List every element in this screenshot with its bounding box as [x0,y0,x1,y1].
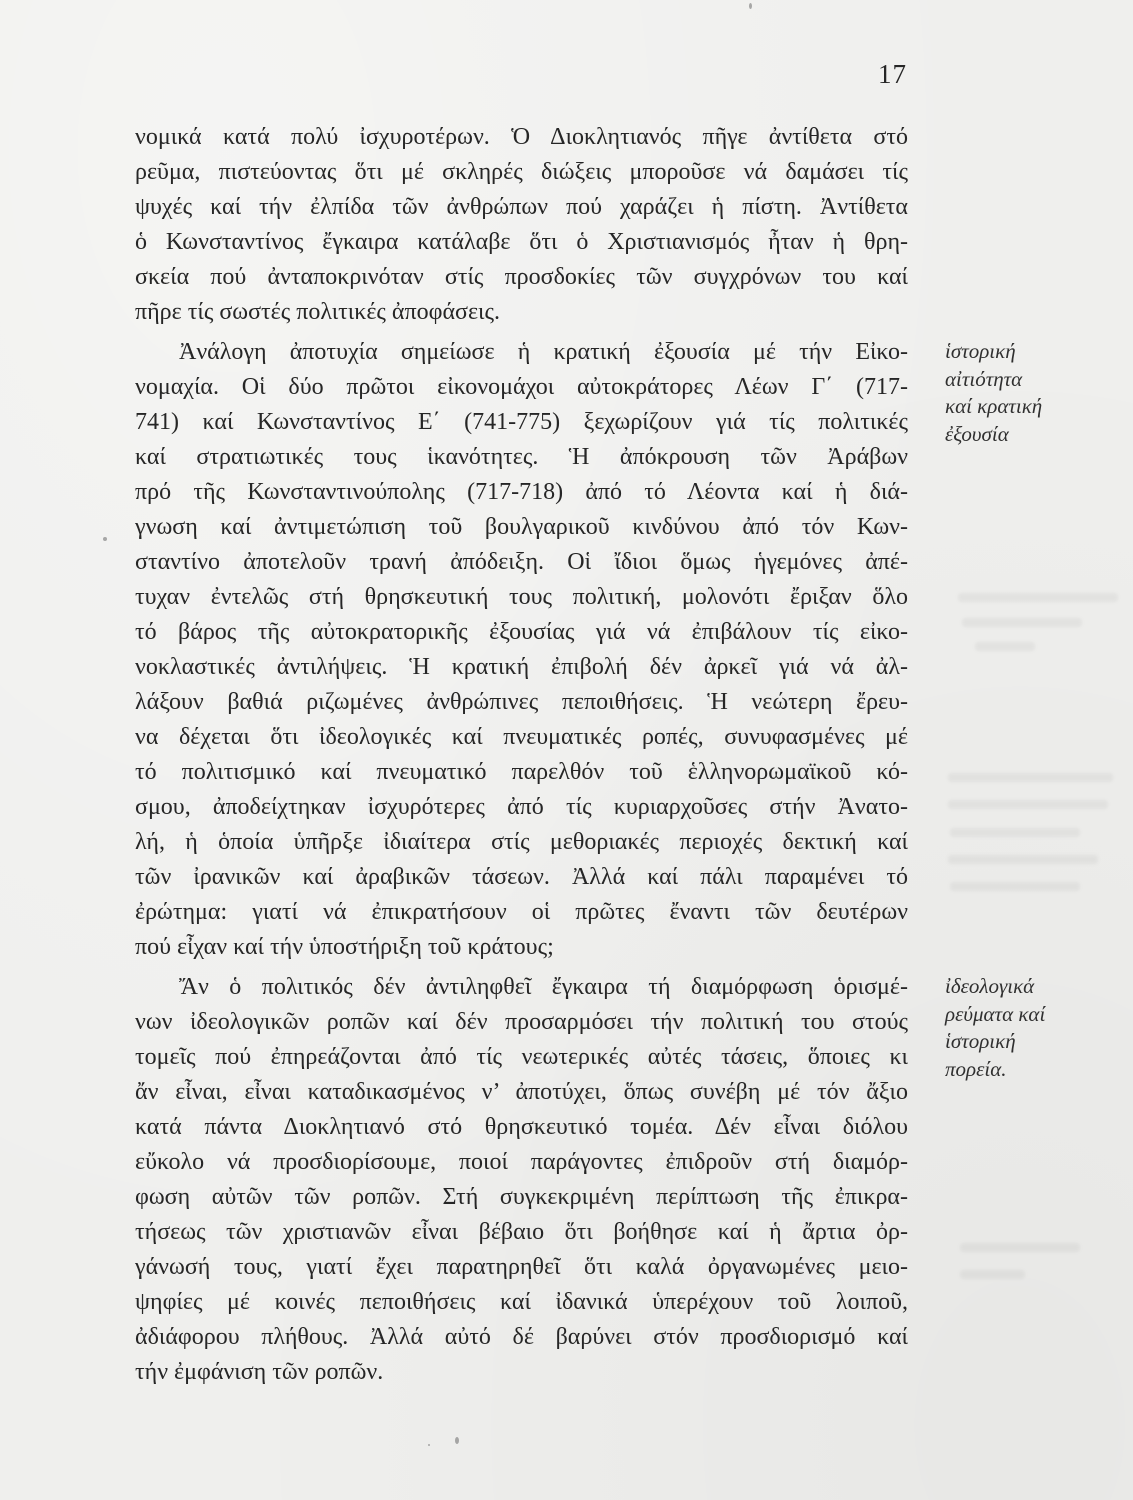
bleed-through-mark [948,800,1108,809]
text-line: ρεῦμα, πιστεύοντας ὅτι μέ σκληρές διώξεις μποροῦσε νά δαμάσει τίς [135,159,908,185]
margin-note-line: πορεία. [945,1056,1007,1081]
text-line: λάξουν βαθιά ριζωμένες ἀνθρώπινες πεποιθήσεις. Ἡ νεώτερη ἔρευ- [135,689,908,715]
paragraph [135,335,908,965]
text-line: τήν ἐμφάνιση τῶν ροπῶν. [135,1359,384,1385]
bleed-through-mark [948,855,1098,864]
margin-note-line: ἱστορική [945,339,1016,363]
text-line: τήσεως τῶν χριστιανῶν εἶναι βέβαιο ὅτι βοήθησε καί ἡ ἄρτια ὀρ- [135,1219,908,1245]
text-line: ὁ Κωνσταντίνος ἔγκαιρα κατάλαβε ὅτι ὁ Χριστιανισμός ἦταν ἡ θρη- [135,229,908,255]
text-line: καί στρατιωτικές τους ἱκανότητες. Ἡ ἀπόκρουση τῶν Ἀράβων [135,444,908,470]
margin-note-line: ἱστορική [945,1029,1016,1053]
scan-speck [455,1437,459,1444]
bleed-through-mark [958,593,1118,602]
text-line: νομικά κατά πολύ ἰσχυροτέρων. Ὁ Διοκλητιανός πῆγε ἀντίθετα στό [135,124,908,150]
text-line: νοκλαστικές ἀντιλήψεις. Ἡ κρατική ἐπιβολή δέν ἀρκεῖ γιά νά ἀλ- [135,654,908,680]
text-line: σταντίνο ἀποτελοῦν τρανή ἀπόδειξη. Οἱ ἴδιοι ὅμως ἡγεμόνες ἀπέ- [135,549,908,575]
page-number: 17 [878,59,907,89]
text-line: ἐρώτημα: γιατί νά ἐπικρατήσουν οἱ πρῶτες ἔναντι τῶν δευτέρων [135,899,908,925]
text-line: νομαχία. Οἱ δύο πρῶτοι εἰκονομάχοι αὐτοκράτορες Λέων Γ΄ (717- [135,374,908,400]
bleed-through-mark [950,882,1080,891]
text-line: νων ἰδεολογικῶν ροπῶν καί δέν προσαρμόσει τήν πολιτική του στούς [135,1009,908,1035]
text-line: γάνωσή τους, γιατί ἔχει παρατηρηθεῖ ὅτι καλά ὀργανωμένες μειο- [135,1254,908,1280]
text-line: τό βάρος τῆς αὐτοκρατορικῆς ἐξουσίας γιά νά ἐπιβάλουν τίς εἰκο- [135,619,908,645]
margin-note-line: ρεύματα καί [945,1001,1046,1026]
bleed-through-mark [962,618,1082,627]
text-line: σκεία πού ἀνταποκρινόταν στίς προσδοκίες τῶν συγχρόνων του καί [135,264,908,290]
margin-note-line: καί κρατική [945,394,1043,418]
margin-note-line: ἰδεολογικά [945,974,1035,998]
text-line: κατά πάντα Διοκλητιανό στό θρησκευτικό τομέα. Δέν εἶναι διόλου [135,1114,908,1140]
margin-note-historical-causality [945,338,1095,448]
text-line: Ἀνάλογη ἀποτυχία σημείωσε ἡ κρατική ἐξουσία μέ τήν Εἰκο- [179,339,908,365]
scan-speck [749,3,752,9]
text-line: πού εἶχαν καί τήν ὑποστήριξη τοῦ κράτους; [135,934,554,960]
text-line: φωση αὐτῶν τῶν ροπῶν. Στή συγκεκριμένη περίπτωση τῆς ἐπικρα- [135,1184,908,1210]
text-line: ἄν εἶναι, εἶναι καταδικασμένος ν’ ἀποτύχει, ὅπως συνέβη μέ τόν ἄξιο [135,1079,908,1105]
paragraph [135,120,908,330]
text-line: τομεῖς πού ἐπηρεάζονται ἀπό τίς νεωτερικές αὐτές τάσεις, ὅποιες κι [135,1044,908,1070]
text-line: τῶν ἰρανικῶν καί ἀραβικῶν τάσεων. Ἀλλά καί πάλι παραμένει τό [135,864,908,890]
bleed-through-mark [960,1243,1080,1252]
text-line: να δέχεται ὅτι ἰδεολογικές καί πνευματικές ροπές, συνυφασμένες μέ [135,724,908,750]
text-line: 741) καί Κωνσταντίνος Ε΄ (741-775) ξεχωρίζουν γιά τίς πολιτικές [135,409,908,435]
scan-speck [428,1444,430,1446]
text-line: Ἄν ὁ πολιτικός δέν ἀντιληφθεῖ ἔγκαιρα τή διαμόρφωση ὁρισμέ- [179,974,908,1000]
bleed-through-mark [948,773,1113,782]
text-line: σμου, ἀποδείχτηκαν ἰσχυρότερες ἀπό τίς κυριαρχοῦσες στήν Ἀνατο- [135,794,908,820]
margin-note-ideological-currents [945,973,1095,1083]
text-line: πρό τῆς Κωνσταντινούπολης (717-718) ἀπό τό Λέοντα καί ἡ διά- [135,479,908,505]
text-line: πῆρε τίς σωστές πολιτικές ἀποφάσεις. [135,299,501,325]
text-line: τυχαν ἐντελῶς στή θρησκευτική τους πολιτική, μολονότι ἔριξαν ὅλο [135,584,908,610]
paragraph [135,970,908,1390]
text-line: τό πολιτισμικό καί πνευματικό παρελθόν τοῦ ἑλληνορωμαϊκοῦ κό- [135,759,908,785]
bleed-through-mark [960,1270,1025,1279]
text-line: ἀδιάφορου πλήθους. Ἀλλά αὐτό δέ βαρύνει στόν προσδιορισμό καί [135,1324,908,1350]
text-line: γνωση καί ἀντιμετώπιση τοῦ βουλγαρικοῦ κινδύνου ἀπό τόν Κων- [135,514,908,540]
bleed-through-mark [950,828,1080,837]
margin-note-line: ἐξουσία [945,421,1009,446]
text-line: ψηφίες μέ κοινές πεποιθήσεις καί ἰδανικά ὑπερέχουν τοῦ λοιποῦ, [135,1289,908,1315]
scan-speck [103,537,107,541]
text-line: ψυχές καί τήν ἐλπίδα τῶν ἀνθρώπων πού χαράζει ἡ πίστη. Ἀντίθετα [135,194,908,220]
text-line: λή, ἡ ὁποία ὑπῆρξε ἰδιαίτερα στίς μεθοριακές περιοχές δεκτική καί [135,829,908,855]
margin-note-line: αἰτιότητα [945,366,1023,391]
text-line: εὔκολο νά προσδιορίσουμε, ποιοί παράγοντες ἐπιδροῦν στή διαμόρ- [135,1149,908,1175]
main-text-column [135,120,908,1390]
bleed-through-mark [975,642,1035,651]
